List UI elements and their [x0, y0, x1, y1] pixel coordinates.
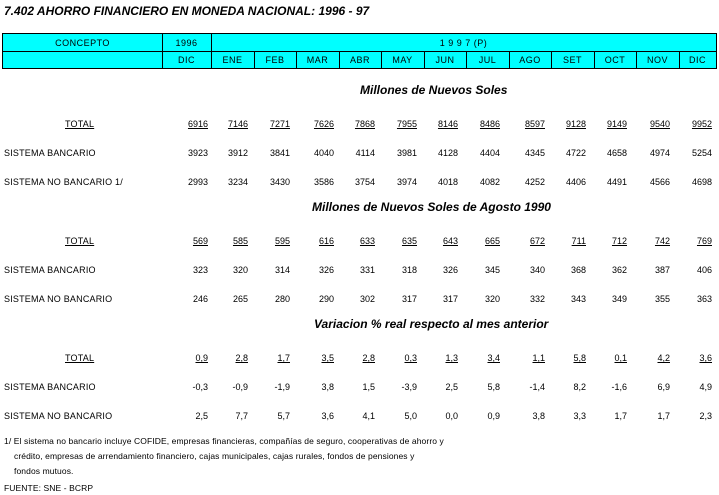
cell-value: 711 — [571, 236, 586, 246]
cell-value: 320 — [484, 294, 500, 304]
cell-value: 635 — [401, 236, 417, 246]
cell-value: 4722 — [565, 148, 586, 158]
cell-value: 318 — [401, 265, 417, 275]
cell-value: 616 — [318, 236, 334, 246]
cell-value: -0,3 — [192, 382, 208, 392]
cell-value: 0,9 — [487, 411, 500, 421]
table-row — [0, 177, 719, 189]
cell-value: 4040 — [313, 148, 334, 158]
header-month: JUL — [478, 55, 497, 65]
cell-value: 3,8 — [532, 411, 545, 421]
cell-value: 0,1 — [614, 353, 627, 363]
cell-value: 672 — [529, 236, 545, 246]
cell-value: 643 — [442, 236, 458, 246]
header-month: NOV — [646, 55, 668, 65]
cell-value: 8146 — [437, 119, 458, 129]
cell-value: 4974 — [649, 148, 670, 158]
cell-value: 0,9 — [195, 353, 208, 363]
row-label: SISTEMA BANCARIO — [4, 265, 96, 275]
cell-value: 633 — [359, 236, 375, 246]
cell-value: 3,8 — [321, 382, 334, 392]
header-month: MAR — [306, 55, 329, 65]
cell-value: 3,5 — [321, 353, 334, 363]
header-month: SET — [562, 55, 582, 65]
table-header — [2, 33, 717, 69]
row-label: SISTEMA NO BANCARIO — [4, 294, 113, 304]
cell-value: 3430 — [269, 177, 290, 187]
cell-value: -3,9 — [401, 382, 417, 392]
cell-value: 5254 — [691, 148, 712, 158]
cell-value: 4698 — [691, 177, 712, 187]
cell-value: 2,8 — [235, 353, 248, 363]
cell-value: 3841 — [269, 148, 290, 158]
table-row — [0, 294, 719, 306]
footnote-line-1: 1/ El sistema no bancario incluye COFIDE, empresas financieras, compañías de seguro, cooperativas de ahorro y — [4, 436, 444, 446]
cell-value: 9128 — [565, 119, 586, 129]
cell-value: 314 — [274, 265, 290, 275]
cell-value: 3974 — [396, 177, 417, 187]
table-title: 7.402 AHORRO FINANCIERO EN MONEDA NACIONAL: 1996 - 97 — [4, 4, 370, 18]
cell-value: 326 — [318, 265, 334, 275]
cell-value: 1,7 — [614, 411, 627, 421]
cell-value: 5,7 — [277, 411, 290, 421]
cell-value: 769 — [696, 236, 712, 246]
header-year-1997: 1 9 9 7 (P) — [439, 38, 488, 48]
header-month: AGO — [519, 55, 541, 65]
cell-value: 4,2 — [657, 353, 670, 363]
cell-value: -1,9 — [274, 382, 290, 392]
cell-value: 2,8 — [362, 353, 375, 363]
cell-value: 1,1 — [532, 353, 545, 363]
header-month: DIC — [689, 55, 706, 65]
cell-value: 7955 — [396, 119, 417, 129]
cell-value: 742 — [654, 236, 670, 246]
row-label: TOTAL — [65, 236, 95, 246]
cell-value: 4252 — [524, 177, 545, 187]
cell-value: 3754 — [354, 177, 375, 187]
cell-value: 4491 — [606, 177, 627, 187]
cell-value: 9540 — [649, 119, 670, 129]
row-label: SISTEMA BANCARIO — [4, 148, 96, 158]
table-row — [0, 265, 719, 277]
cell-value: 246 — [192, 294, 208, 304]
cell-value: 1,7 — [657, 411, 670, 421]
section-heading: Millones de Nuevos Soles — [360, 83, 508, 97]
cell-value: 1,7 — [277, 353, 290, 363]
table-row — [0, 148, 719, 160]
cell-value: 3,3 — [573, 411, 586, 421]
row-label: SISTEMA BANCARIO — [4, 382, 96, 392]
cell-value: 8,2 — [573, 382, 586, 392]
cell-value: 265 — [232, 294, 248, 304]
header-month: DIC — [178, 55, 195, 65]
cell-value: 3,6 — [699, 353, 712, 363]
header-month: JUN — [435, 55, 455, 65]
cell-value: 4114 — [355, 148, 375, 158]
cell-value: 349 — [611, 294, 627, 304]
cell-value: 4,1 — [362, 411, 375, 421]
cell-value: 7868 — [354, 119, 375, 129]
cell-value: -0,9 — [232, 382, 248, 392]
cell-value: 4345 — [524, 148, 545, 158]
cell-value: 2,5 — [195, 411, 208, 421]
cell-value: 0,0 — [445, 411, 458, 421]
cell-value: 343 — [570, 294, 586, 304]
cell-value: 7,7 — [235, 411, 248, 421]
cell-value: 4,9 — [699, 382, 712, 392]
cell-value: 302 — [359, 294, 375, 304]
cell-value: 8597 — [524, 119, 545, 129]
cell-value: 9952 — [691, 119, 712, 129]
cell-value: 665 — [484, 236, 500, 246]
cell-value: 1,5 — [362, 382, 375, 392]
cell-value: 4566 — [649, 177, 670, 187]
cell-value: 340 — [529, 265, 545, 275]
cell-value: 3981 — [396, 148, 417, 158]
cell-value: 2,5 — [445, 382, 458, 392]
cell-value: 317 — [442, 294, 458, 304]
cell-value: 7146 — [227, 119, 248, 129]
cell-value: 712 — [611, 236, 627, 246]
cell-value: 5,8 — [487, 382, 500, 392]
cell-value: 4406 — [565, 177, 586, 187]
cell-value: 569 — [192, 236, 208, 246]
cell-value: -1,6 — [611, 382, 627, 392]
cell-value: 0,3 — [404, 353, 417, 363]
cell-value: 3,4 — [487, 353, 500, 363]
cell-value: 290 — [318, 294, 334, 304]
table-row — [0, 119, 719, 131]
cell-value: 345 — [484, 265, 500, 275]
cell-value: 355 — [654, 294, 670, 304]
cell-value: 4018 — [437, 177, 458, 187]
cell-value: 326 — [442, 265, 458, 275]
row-label: SISTEMA NO BANCARIO — [4, 411, 113, 421]
cell-value: 6916 — [187, 119, 208, 129]
cell-value: 2,3 — [699, 411, 712, 421]
footnote-line-3: fondos mutuos. — [14, 466, 74, 476]
cell-value: 280 — [274, 294, 290, 304]
section-heading: Millones de Nuevos Soles de Agosto 1990 — [312, 200, 551, 214]
table-row — [0, 382, 719, 394]
cell-value: 320 — [232, 265, 248, 275]
cell-value: 331 — [359, 265, 375, 275]
cell-value: 595 — [274, 236, 290, 246]
cell-value: 317 — [401, 294, 417, 304]
cell-value: 9149 — [606, 119, 627, 129]
cell-value: 1,3 — [445, 353, 458, 363]
header-concepto: CONCEPTO — [55, 38, 110, 48]
header-month: OCT — [604, 55, 626, 65]
row-label: TOTAL — [65, 353, 95, 363]
cell-value: 7626 — [313, 119, 334, 129]
cell-value: 3912 — [227, 148, 248, 158]
cell-value: 7271 — [269, 119, 290, 129]
header-month: ENE — [222, 55, 243, 65]
header-month: FEB — [265, 55, 285, 65]
cell-value: 363 — [696, 294, 712, 304]
source-note: FUENTE: SNE - BCRP — [4, 483, 94, 493]
cell-value: 6,9 — [657, 382, 670, 392]
section-heading: Variacion % real respecto al mes anterior — [314, 317, 549, 331]
cell-value: 3923 — [187, 148, 208, 158]
cell-value: 5,8 — [573, 353, 586, 363]
table-row — [0, 353, 719, 365]
cell-value: 3,6 — [321, 411, 334, 421]
cell-value: 5,0 — [404, 411, 417, 421]
table-row — [0, 411, 719, 423]
cell-value: 4658 — [606, 148, 627, 158]
cell-value: 8486 — [479, 119, 500, 129]
cell-value: 368 — [570, 265, 586, 275]
header-month: ABR — [349, 55, 370, 65]
cell-value: 332 — [529, 294, 545, 304]
row-label: SISTEMA NO BANCARIO 1/ — [4, 177, 123, 187]
header-year-1996: 1996 — [175, 38, 198, 48]
footnote-line-2: crédito, empresas de arrendamiento financiero, cajas municipales, cajas rurales, fondos de pensiones y — [14, 451, 415, 461]
cell-value: 4082 — [479, 177, 500, 187]
cell-value: 406 — [696, 265, 712, 275]
cell-value: 3234 — [227, 177, 248, 187]
cell-value: 2993 — [187, 177, 208, 187]
cell-value: 4128 — [437, 148, 458, 158]
cell-value: 387 — [654, 265, 670, 275]
cell-value: 585 — [232, 236, 248, 246]
cell-value: 4404 — [479, 148, 500, 158]
cell-value: 362 — [611, 265, 627, 275]
cell-value: 3586 — [313, 177, 334, 187]
cell-value: -1,4 — [529, 382, 545, 392]
table-row — [0, 236, 719, 248]
row-label: TOTAL — [65, 119, 95, 129]
header-month: MAY — [392, 55, 413, 65]
cell-value: 323 — [192, 265, 208, 275]
